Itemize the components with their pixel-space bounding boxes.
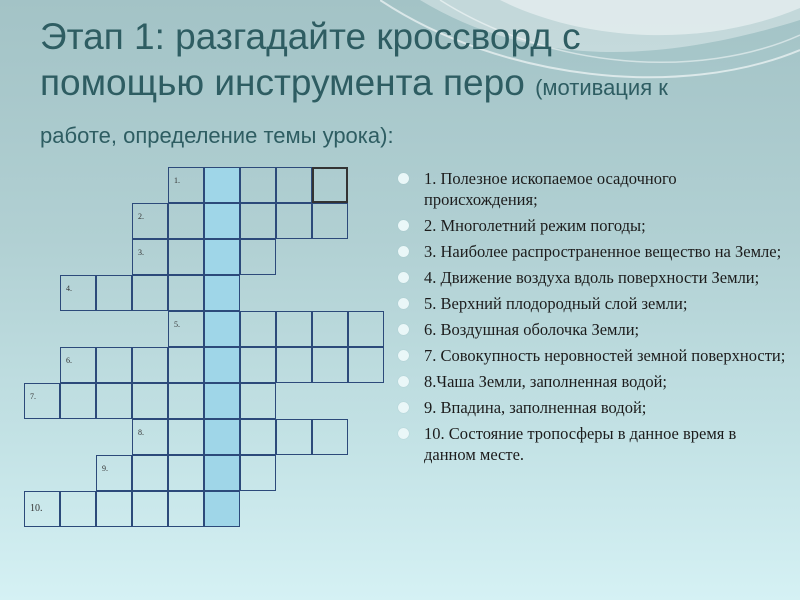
crossword-row-number: 1.	[174, 176, 180, 185]
bullet-icon	[398, 376, 409, 387]
crossword-cell[interactable]	[168, 491, 204, 527]
crossword-cell[interactable]	[24, 383, 60, 419]
crossword-cell[interactable]	[204, 419, 240, 455]
crossword-cell[interactable]	[168, 203, 204, 239]
crossword-cell[interactable]	[240, 455, 276, 491]
crossword-cell[interactable]	[96, 491, 132, 527]
crossword-row-number: 2.	[138, 212, 144, 221]
crossword-cell[interactable]	[312, 311, 348, 347]
crossword-cell[interactable]	[168, 383, 204, 419]
crossword-cell[interactable]	[204, 347, 240, 383]
crossword-cell[interactable]	[312, 419, 348, 455]
crossword-cell[interactable]	[204, 491, 240, 527]
crossword-cell[interactable]	[312, 203, 348, 239]
bullet-icon	[398, 324, 409, 335]
crossword-cell[interactable]	[204, 455, 240, 491]
crossword-cell[interactable]	[312, 347, 348, 383]
crossword-cell[interactable]	[168, 455, 204, 491]
crossword-row-number: 4.	[66, 284, 72, 293]
crossword-cell[interactable]	[168, 239, 204, 275]
crossword-cell[interactable]	[132, 275, 168, 311]
crossword-cell[interactable]	[240, 167, 276, 203]
bullet-icon	[398, 272, 409, 283]
crossword-cell[interactable]	[132, 383, 168, 419]
crossword-cell[interactable]	[60, 347, 96, 383]
clue-item	[396, 267, 786, 288]
clue-text: 3. Наиболее распространенное вещество на Земле;	[424, 242, 782, 261]
bullet-icon	[398, 298, 409, 309]
crossword-cell[interactable]	[204, 167, 240, 203]
crossword-cell[interactable]	[240, 347, 276, 383]
bullet-icon	[398, 350, 409, 361]
clue-item	[396, 345, 786, 366]
clue-item	[396, 371, 786, 392]
title-line-2-main: помощью инструмента перо	[40, 62, 536, 103]
crossword-cell[interactable]	[240, 419, 276, 455]
bullet-icon	[398, 220, 409, 231]
clue-text: 4. Движение воздуха вдоль поверхности Земли;	[424, 268, 760, 287]
title-line-2-paren: (мотивация к	[535, 75, 668, 100]
crossword-cell[interactable]	[276, 311, 312, 347]
clue-item	[396, 241, 786, 262]
crossword-cell[interactable]	[132, 239, 168, 275]
crossword-cell[interactable]	[168, 419, 204, 455]
clue-item	[396, 293, 786, 314]
crossword-cell[interactable]	[132, 455, 168, 491]
clue-list	[396, 168, 786, 470]
crossword-cell[interactable]	[168, 167, 204, 203]
clue-item	[396, 397, 786, 418]
crossword-cell[interactable]	[204, 311, 240, 347]
crossword-cell[interactable]	[132, 491, 168, 527]
crossword-cell[interactable]	[168, 275, 204, 311]
crossword-cell[interactable]	[240, 239, 276, 275]
clue-text: 7. Совокупность неровностей земной поверхности;	[424, 346, 786, 365]
clue-text: 6. Воздушная оболочка Земли;	[424, 320, 640, 339]
clue-text: 2. Многолетний режим погоды;	[424, 216, 646, 235]
clue-item	[396, 168, 786, 210]
slide-title	[40, 14, 780, 153]
bullet-icon	[398, 173, 409, 184]
crossword-cell[interactable]	[60, 491, 96, 527]
bullet-icon	[398, 428, 409, 439]
crossword-row-number: 10.	[30, 503, 43, 514]
crossword-cell[interactable]	[240, 311, 276, 347]
crossword-row-number: 5.	[174, 320, 180, 329]
crossword-cell[interactable]	[132, 203, 168, 239]
crossword-cell[interactable]	[96, 455, 132, 491]
crossword-cell[interactable]	[276, 419, 312, 455]
crossword-row-number: 3.	[138, 248, 144, 257]
clue-item	[396, 319, 786, 340]
bullet-icon	[398, 402, 409, 413]
crossword-cell[interactable]	[96, 347, 132, 383]
crossword-row-number: 7.	[30, 392, 36, 401]
clue-text: 8.Чаша Земли, заполненная водой;	[424, 372, 668, 391]
crossword-cell[interactable]	[276, 167, 312, 203]
crossword-cell[interactable]	[96, 275, 132, 311]
crossword-cell[interactable]	[60, 383, 96, 419]
crossword-cell[interactable]	[240, 203, 276, 239]
crossword-cell[interactable]	[276, 347, 312, 383]
crossword-cell[interactable]	[132, 419, 168, 455]
crossword-cell[interactable]	[204, 275, 240, 311]
crossword-cell[interactable]	[240, 383, 276, 419]
crossword-cell[interactable]	[168, 347, 204, 383]
crossword-row-number: 6.	[66, 356, 72, 365]
crossword-row-number: 9.	[102, 464, 108, 473]
crossword-cell[interactable]	[60, 275, 96, 311]
crossword-cell[interactable]	[276, 203, 312, 239]
bullet-icon	[398, 246, 409, 257]
crossword-cell[interactable]	[204, 239, 240, 275]
crossword-cell[interactable]	[96, 383, 132, 419]
crossword-cell[interactable]	[132, 347, 168, 383]
title-line-2	[40, 60, 780, 111]
clue-item	[396, 423, 786, 465]
crossword-cell[interactable]	[24, 491, 60, 527]
crossword-cell[interactable]	[204, 203, 240, 239]
clue-text: 5. Верхний плодородный слой земли;	[424, 294, 688, 313]
clue-item	[396, 215, 786, 236]
clue-text: 10. Состояние тропосферы в данное время в данном месте.	[424, 424, 737, 464]
crossword-cell[interactable]	[168, 311, 204, 347]
clue-text: 9. Впадина, заполненная водой;	[424, 398, 647, 417]
title-line-3: работе, определение темы урока):	[40, 123, 394, 148]
crossword-cell[interactable]	[204, 383, 240, 419]
title-line-1: Этап 1: разгадайте кроссворд с	[40, 16, 581, 57]
crossword-cell[interactable]	[348, 347, 384, 383]
crossword-cell[interactable]	[348, 311, 384, 347]
crossword-row-number: 8.	[138, 428, 144, 437]
clue-text: 1. Полезное ископаемое осадочного происхождения;	[424, 169, 677, 209]
crossword-cell[interactable]	[312, 167, 348, 203]
